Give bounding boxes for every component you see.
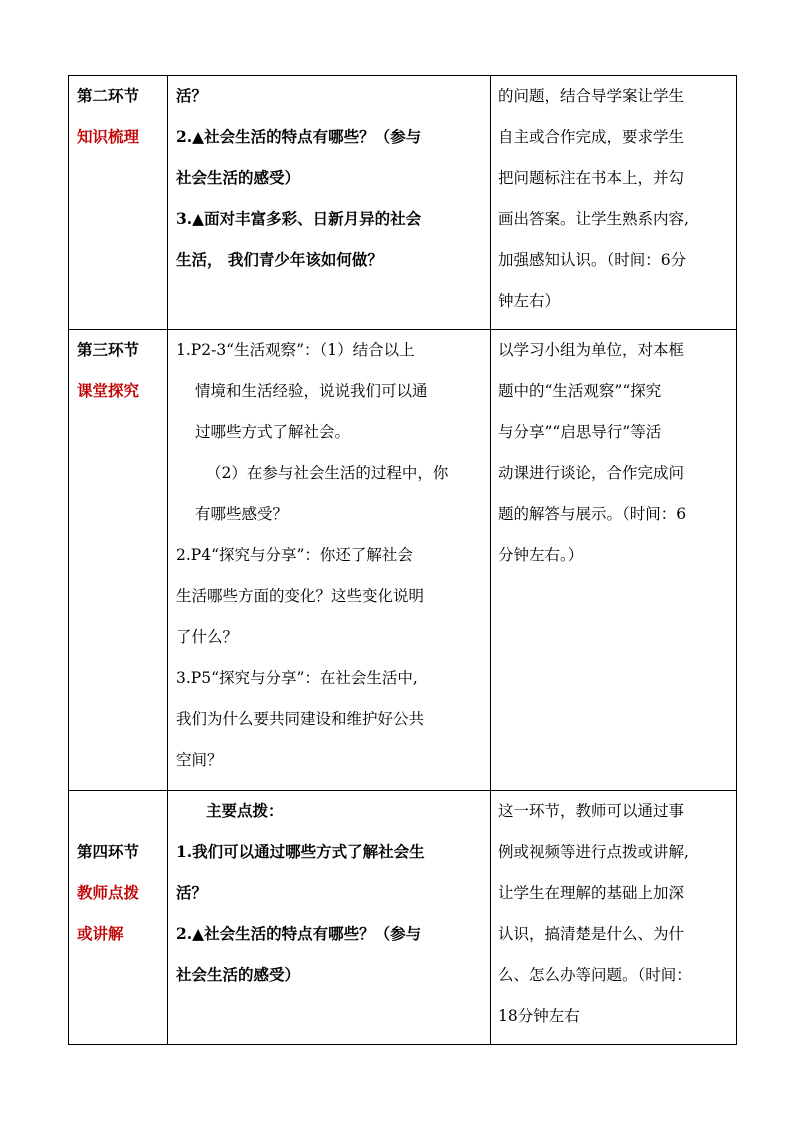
note-line: 例或视频等进行点拨或讲解,	[498, 843, 689, 861]
content-line: 活？	[176, 883, 208, 902]
content-line: 我们为什么要共同建设和维护好公共	[176, 710, 425, 728]
content-line: 2.▲社会生活的特点有哪些？（参与	[176, 127, 422, 146]
content-line: 2.▲社会生活的特点有哪些？（参与	[176, 924, 422, 943]
note-line: 认识，搞清楚是什么、为什	[498, 925, 685, 943]
note-line: 这一环节，教师可以通过事	[498, 802, 685, 820]
note-line: 分钟左右。）	[498, 546, 584, 564]
note-line: 以学习小组为单位，对本框	[498, 341, 685, 359]
note-cell	[491, 76, 737, 330]
stage-title: 课堂探究	[77, 381, 140, 400]
content-line: 情境和生活经验，说说我们可以通	[195, 382, 428, 400]
stage-title: 教师点拨	[77, 883, 140, 902]
content-line: 生活， 我们青少年该如何做？	[176, 250, 383, 269]
content-cell	[168, 330, 491, 791]
content-line: 2.P4“探究与分享”：你还了解社会	[176, 546, 413, 564]
content-line: 1.我们可以通过哪些方式了解社会生	[176, 842, 425, 861]
stage-cell	[69, 76, 168, 330]
content-line: 过哪些方式了解社会。	[195, 423, 351, 441]
table-row	[69, 791, 737, 1045]
note-line: 自主或合作完成，要求学生	[498, 128, 685, 146]
note-line: 18分钟左右	[498, 1007, 580, 1025]
note-line: 与分享”“启思导行”等活	[498, 423, 662, 441]
lesson-plan-table	[68, 75, 737, 1045]
content-line: 社会生活的感受）	[176, 168, 301, 187]
content-cell	[168, 76, 491, 330]
content-line: 3.P5“探究与分享”：在社会生活中,	[176, 669, 418, 687]
stage-label: 第二环节	[77, 86, 140, 105]
content-line: （2）在参与社会生活的过程中，你	[206, 464, 449, 482]
content-line: 空间？	[176, 751, 223, 769]
content-line: 3.▲面对丰富多彩、日新月异的社会	[176, 209, 422, 228]
content-line: 生活哪些方面的变化？这些变化说明	[176, 587, 425, 605]
stage-cell	[69, 330, 168, 791]
table-row	[69, 330, 737, 791]
content-line: 了什么？	[176, 628, 239, 646]
note-line: 把问题标注在书本上，并勾	[498, 169, 685, 187]
content-line: 1.P2-3“生活观察”：（1）结合以上	[176, 341, 415, 359]
note-line: 的问题，结合导学案让学生	[498, 87, 685, 105]
note-line: 么、怎么办等问题。（时间：	[498, 966, 692, 984]
note-line: 题中的“生活观察”“探究	[498, 382, 662, 400]
stage-cell	[69, 791, 168, 1045]
content-cell	[168, 791, 491, 1045]
note-line: 加强感知认识。（时间：6分	[498, 251, 687, 269]
note-line: 让学生在理解的基础上加深	[498, 884, 685, 902]
content-line: 有哪些感受？	[195, 505, 289, 523]
stage-title: 知识梳理	[77, 127, 140, 146]
note-line: 钟左右）	[498, 292, 561, 310]
content-line: 社会生活的感受）	[176, 965, 301, 984]
stage-label: 第四环节	[77, 842, 140, 861]
stage-title: 或讲解	[77, 924, 124, 943]
note-line: 题的解答与展示。（时间：6	[498, 505, 687, 523]
content-line: 活？	[176, 86, 208, 105]
stage-label: 第三环节	[77, 340, 140, 359]
note-line: 画出答案。让学生熟系内容,	[498, 210, 689, 228]
note-cell	[491, 791, 737, 1045]
content-line: 主要点拨：	[206, 801, 284, 820]
note-line: 动课进行谈论，合作完成问	[498, 464, 685, 482]
table-row	[69, 76, 737, 330]
note-cell	[491, 330, 737, 791]
